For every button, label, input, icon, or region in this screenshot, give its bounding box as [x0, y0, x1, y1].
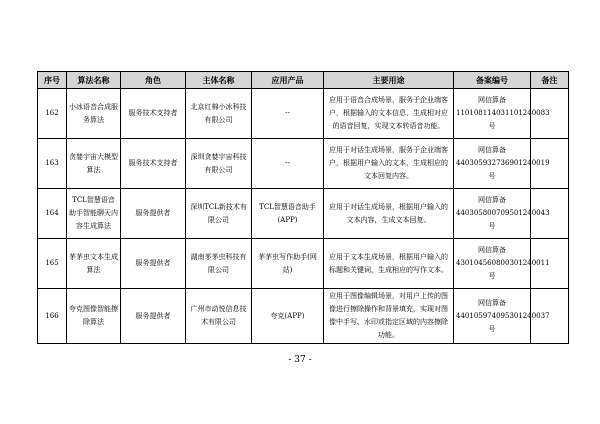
cell-filing: 网信算备110108114031101240083号	[454, 89, 531, 139]
cell-algorithm: 小冰语音合成服务算法	[67, 89, 121, 139]
algorithm-registry-table	[37, 71, 569, 344]
cell-purpose: 应用于对话生成场景，根据用户输入的文本内容，生成文本回复。	[324, 189, 454, 239]
cell-product: TCL智慧语音助手(APP)	[252, 189, 324, 239]
table-row	[38, 239, 569, 289]
cell-algorithm: 茅茅虫文本生成算法	[67, 239, 121, 289]
cell-product: --	[252, 139, 324, 189]
cell-algorithm: 夸克图像智能擦除算法	[67, 289, 121, 344]
cell-entity: 深圳TCL新技术有限公司	[186, 189, 252, 239]
cell-no: 165	[38, 239, 67, 289]
cell-purpose: 应用于图像编辑场景，对用户上传的图像进行擦除操作和背景填充，实现对图像中手写、水印或指定区域的内容擦除功能。	[324, 289, 454, 344]
cell-purpose: 应用于语音合成场景，服务于企业端客户，根据输入的文本信息，生成相对应的语音回复，实现文本转语音功能。	[324, 89, 454, 139]
header-entity: 主体名称	[186, 72, 252, 89]
cell-no: 163	[38, 139, 67, 189]
cell-role: 服务提供者	[121, 189, 186, 239]
cell-product: --	[252, 89, 324, 139]
cell-product: 茅茅虫写作助手(网站)	[252, 239, 324, 289]
header-purpose: 主要用途	[324, 72, 454, 89]
cell-role: 服务提供者	[121, 239, 186, 289]
cell-filing: 网信算备440305932736901240019号	[454, 139, 531, 189]
header-role: 角色	[121, 72, 186, 89]
cell-filing: 网信算备440105974095301240037号	[454, 289, 531, 344]
header-no: 序号	[38, 72, 67, 89]
cell-entity: 北京红棉小冰科技有限公司	[186, 89, 252, 139]
cell-no: 166	[38, 289, 67, 344]
cell-entity: 广州市动悦信息技术有限公司	[186, 289, 252, 344]
cell-entity: 深圳贪婪宇宙科技有限公司	[186, 139, 252, 189]
cell-algorithm: TCL智慧语音助手智能聊天内容生成算法	[67, 189, 121, 239]
header-product: 应用产品	[252, 72, 324, 89]
table-row	[38, 89, 569, 139]
cell-no: 162	[38, 89, 67, 139]
cell-role: 服务提供者	[121, 289, 186, 344]
header-filing: 备案编号	[454, 72, 531, 89]
table-row	[38, 189, 569, 239]
table-row	[38, 289, 569, 344]
cell-no: 164	[38, 189, 67, 239]
cell-algorithm: 贪婪宇宙大模型算法	[67, 139, 121, 189]
cell-purpose: 应用于对话生成场景，服务于企业端客户，根据用户输入的文本，生成相应的文本回复内容。	[324, 139, 454, 189]
header-row	[38, 72, 569, 89]
cell-filing: 网信算备430104560800301240011号	[454, 239, 531, 289]
header-algorithm: 算法名称	[67, 72, 121, 89]
page-number: - 37 -	[288, 355, 312, 365]
table-row	[38, 139, 569, 189]
cell-filing: 网信算备440305800709501240043号	[454, 189, 531, 239]
cell-role: 服务技术支持者	[121, 139, 186, 189]
cell-entity: 湖南茅茅虫科技有限公司	[186, 239, 252, 289]
cell-role: 服务技术支持者	[121, 89, 186, 139]
header-remark: 备注	[531, 72, 569, 89]
cell-purpose: 应用于文本生成场景，根据用户输入的标题和关键词，生成相应的写作文本。	[324, 239, 454, 289]
cell-product: 夸克(APP)	[252, 289, 324, 344]
